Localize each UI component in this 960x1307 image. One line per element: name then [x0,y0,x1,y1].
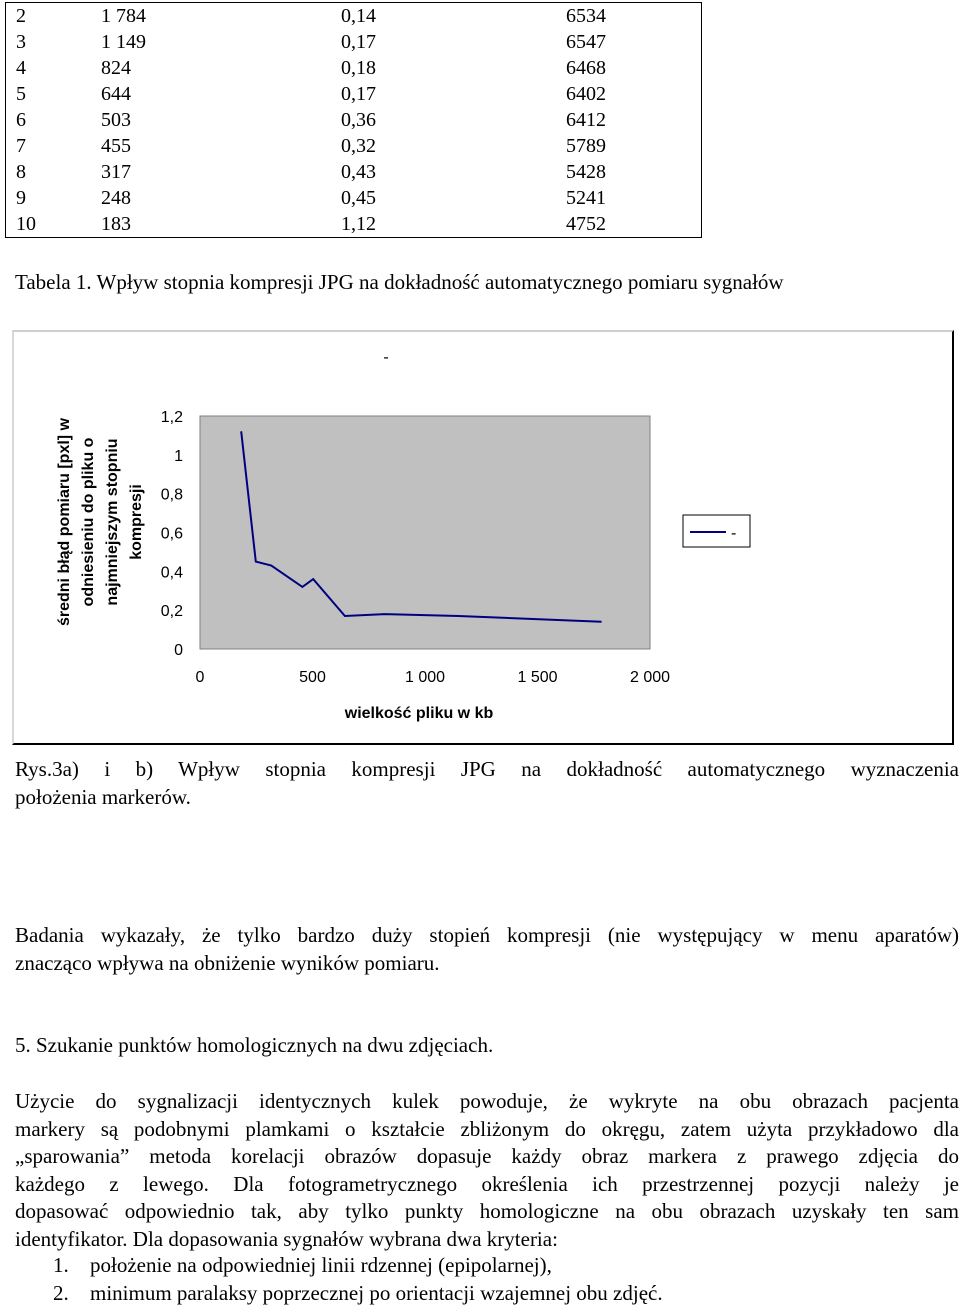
paragraph-line: „sparowania” metoda korelacji obrazów dopasuje każdy obraz markera z prawego zdjęcia do [15,1144,959,1168]
figure-caption [15,756,959,811]
table-row [6,159,702,185]
table-cell: 4752 [566,213,606,235]
table-cell: 0,17 [341,83,376,105]
chart-frame [12,330,954,745]
x-tick-label: 1 500 [517,669,558,686]
figure-caption-line: Rys.3a) i b) Wpływ stopnia kompresji JPG na dokładność automatycznego wyznaczenia [15,757,959,781]
table-cell: 455 [101,135,131,157]
table-cell: 0,43 [341,161,376,183]
x-axis-label: wielkość pliku w kb [344,705,494,722]
table-cell: 9 [16,187,26,209]
table-row [6,55,702,81]
x-tick-label: 500 [299,669,326,686]
data-point [255,561,256,562]
table-row [6,211,702,238]
section-heading: 5. Szukanie punktów homologicznych na dwu zdjęciach. [15,1033,494,1057]
table-cell: 6 [16,109,26,131]
y-tick-label: 0,2 [160,603,183,621]
table-cell: 248 [101,187,131,209]
table-cell: 0,36 [341,109,376,131]
paragraph-results [15,922,959,977]
legend-label: - [731,525,737,542]
list-item [15,1279,663,1307]
y-tick-label: 1 [174,447,183,465]
table-cell: 8 [16,161,26,183]
list-item-number: 2. [53,1281,69,1305]
table-cell: 5428 [566,161,606,183]
list-item-number: 1. [53,1253,69,1277]
table-cell: 0,32 [341,135,376,157]
table-cell: 503 [101,109,131,131]
table-row [6,185,702,211]
table-cell: 824 [101,57,131,79]
data-point [385,614,386,615]
results-table [5,2,702,238]
y-axis-label-line: odniesieniu do pliku o [80,437,97,607]
y-tick-label: 0,6 [160,525,183,543]
table-cell: 2 [16,5,26,27]
paragraph-line: każdego z lewego. Dla fotogrametrycznego określenia ich przestrzennej pozycji należy je [15,1171,959,1196]
paragraph-homologous [15,1088,959,1253]
table-cell: 4 [16,57,26,79]
table-cell: 0,18 [341,57,376,79]
table-cell: 10 [16,213,36,235]
table-cell: 6412 [566,109,606,131]
y-axis-label-line: kompresji [128,484,145,560]
table-cell: 183 [101,213,131,235]
x-tick-label: 1 000 [404,669,446,686]
results-table-body [6,3,702,238]
table-cell: 3 [16,31,26,53]
data-point [271,565,272,566]
y-tick-label: 0 [174,642,183,659]
criteria-list [15,1251,663,1307]
x-tick-label: 0 [195,669,205,686]
table-cell: 1 784 [101,5,146,27]
x-tick-label: 2 000 [629,669,671,686]
figure-caption-line: położenia markerów. [15,784,191,809]
table-cell: 6402 [566,83,606,105]
paragraph-line: markery są podobnymi plamkami o kształcie zbliżonym do okręgu, zatem użyta przykładowo dla [15,1116,959,1141]
table-cell: 0,14 [341,5,376,27]
table-cell: 5 [16,83,26,105]
list-item-text: położenie na odpowiedniej linii rdzennej (epipolarnej), [90,1253,552,1277]
data-point [241,431,242,432]
y-axis-label-line: najmniejszym stopniu [104,438,121,606]
y-tick-label: 1,2 [160,409,183,426]
plot-area [200,416,650,649]
paragraph-line: Użycie do sygnalizacji identycznych kulek powoduje, że wykryte na obu obrazach pacjenta [15,1089,959,1113]
table-cell: 317 [101,161,131,183]
table-caption: Tabela 1. Wpływ stopnia kompresji JPG na dokładność automatycznego pomiaru sygnałów [15,270,784,294]
table-row [6,107,702,133]
y-tick-label: 0,8 [160,486,183,504]
data-point [601,621,602,622]
table-cell: 6534 [566,5,606,27]
table-cell: 7 [16,135,26,157]
table-cell: 1,12 [341,213,376,235]
table-row [6,81,702,107]
paragraph-line: identyfikator. Dla dopasowania sygnałów wybrana dwa kryteria: [15,1226,558,1251]
paragraph-line: dopasować odpowiednio tak, aby tylko punkty homologiczne na obu obrazach uzyskały ten sam [15,1199,959,1223]
data-point [313,579,314,580]
table-cell: 5789 [566,135,606,157]
line-chart [14,332,956,747]
y-axis-label-line: średni błąd pomiaru [pxl] w [56,417,73,627]
list-item [15,1251,663,1279]
y-tick-label: 0,4 [160,564,183,582]
data-point [344,615,345,616]
paragraph-line: znacząco wpływa na obniżenie wyników pomiaru. [15,950,440,975]
table-row [6,3,702,30]
table-cell: 0,17 [341,31,376,53]
data-point [458,615,459,616]
table-cell: 6468 [566,57,606,79]
list-item-text: minimum paralaksy poprzecznej po orientacji wzajemnej obu zdjęć. [90,1281,663,1305]
table-cell: 0,45 [341,187,376,209]
chart-title: - [383,349,389,366]
table-cell: 5241 [566,187,606,209]
table-cell: 644 [101,83,131,105]
table-cell: 1 149 [101,31,146,53]
table-cell: 6547 [566,31,606,53]
table-row [6,29,702,55]
data-point [302,586,303,587]
table-row [6,133,702,159]
paragraph-line: Badania wykazały, że tylko bardzo duży stopień kompresji (nie występujący w menu aparatów) [15,923,959,947]
